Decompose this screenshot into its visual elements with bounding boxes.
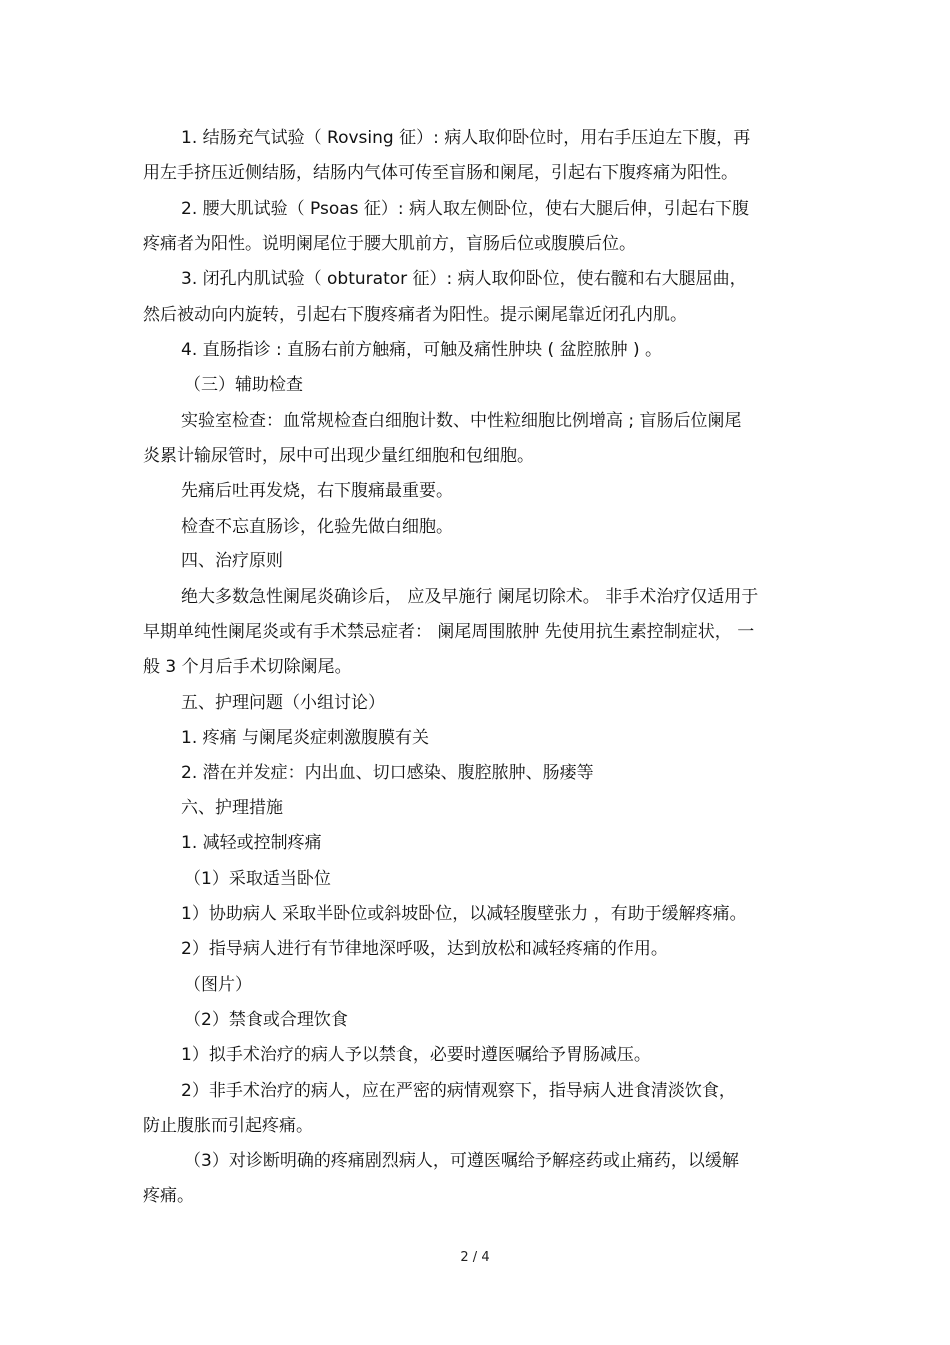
text-line: 2）指导病人进行有节律地深呼吸，达到放松和减轻疼痛的作用。 (181, 939, 668, 959)
subsection-heading: （1）采取适当卧位 (184, 869, 331, 889)
text-line: 检查不忘直肠诊，化验先做白细胞。 (181, 517, 453, 537)
text-line: 般 3 个月后手术切除阑尾。 (143, 657, 352, 677)
text-line: 3. 闭孔内肌试验（ obturator 征）: 病人取仰卧位，使右髋和右大腿屈曲， (181, 269, 747, 289)
text-line: 防止腹胀而引起疼痛。 (143, 1116, 313, 1136)
text-line: 炎累计输尿管时，尿中可出现少量红细胞和包细胞。 (143, 446, 534, 466)
subsection-heading: （2）禁食或合理饮食 (184, 1010, 348, 1030)
text-line: 4. 直肠指诊 : 直肠右前方触痛，可触及痛性肿块 ( 盆腔脓肿 ) 。 (181, 340, 663, 360)
section-heading: （三）辅助检查 (184, 375, 303, 395)
image-placeholder-text: （图片） (184, 975, 252, 995)
section-heading: 四、治疗原则 (181, 551, 283, 571)
page-number: 2 / 4 (460, 1250, 490, 1265)
text-line: 绝大多数急性阑尾炎确诊后， 应及早施行 阑尾切除术。 非手术治疗仅适用于 (181, 587, 759, 607)
text-line: 2. 腰大肌试验（ Psoas 征）: 病人取左侧卧位，使右大腿后伸，引起右下腹 (181, 199, 750, 219)
text-line: 早期单纯性阑尾炎或有手术禁忌症者： 阑尾周围脓肿 先使用抗生素控制症状， 一 (143, 622, 755, 642)
text-line: 实验室检查：血常规检查白细胞计数、中性粒细胞比例增高 ; 盲肠后位阑尾 (181, 411, 742, 431)
text-line: （3）对诊断明确的疼痛剧烈病人，可遵医嘱给予解痉药或止痛药，以缓解 (184, 1151, 739, 1171)
text-line: 1）协助病人 采取半卧位或斜坡卧位，以减轻腹壁张力 ，有助于缓解疼痛。 (181, 904, 747, 924)
text-line: 1）拟手术治疗的病人予以禁食，必要时遵医嘱给予胃肠减压。 (181, 1045, 651, 1065)
text-line: 1. 疼痛 与阑尾炎症刺激腹膜有关 (181, 728, 430, 748)
text-line: 1. 减轻或控制疼痛 (181, 833, 322, 853)
section-heading: 五、护理问题（小组讨论） (181, 693, 385, 713)
text-line: 2. 潜在并发症：内出血、切口感染、腹腔脓肿、肠瘘等 (181, 763, 594, 783)
text-line: 然后被动向内旋转，引起右下腹疼痛者为阳性。提示阑尾靠近闭孔内肌。 (143, 305, 687, 325)
section-heading: 六、护理措施 (181, 798, 283, 818)
text-line: 先痛后吐再发烧，右下腹痛最重要。 (181, 481, 453, 501)
text-line: 疼痛。 (143, 1186, 194, 1206)
text-line: 用左手挤压近侧结肠，结肠内气体可传至盲肠和阑尾，引起右下腹疼痛为阳性。 (143, 163, 738, 183)
text-line: 疼痛者为阳性。说明阑尾位于腰大肌前方，盲肠后位或腹膜后位。 (143, 234, 636, 254)
text-line: 1. 结肠充气试验（ Rovsing 征）: 病人取仰卧位时，用右手压迫左下腹，再 (181, 128, 751, 148)
text-line: 2）非手术治疗的病人，应在严密的病情观察下，指导病人进食清淡饮食， (181, 1081, 736, 1101)
